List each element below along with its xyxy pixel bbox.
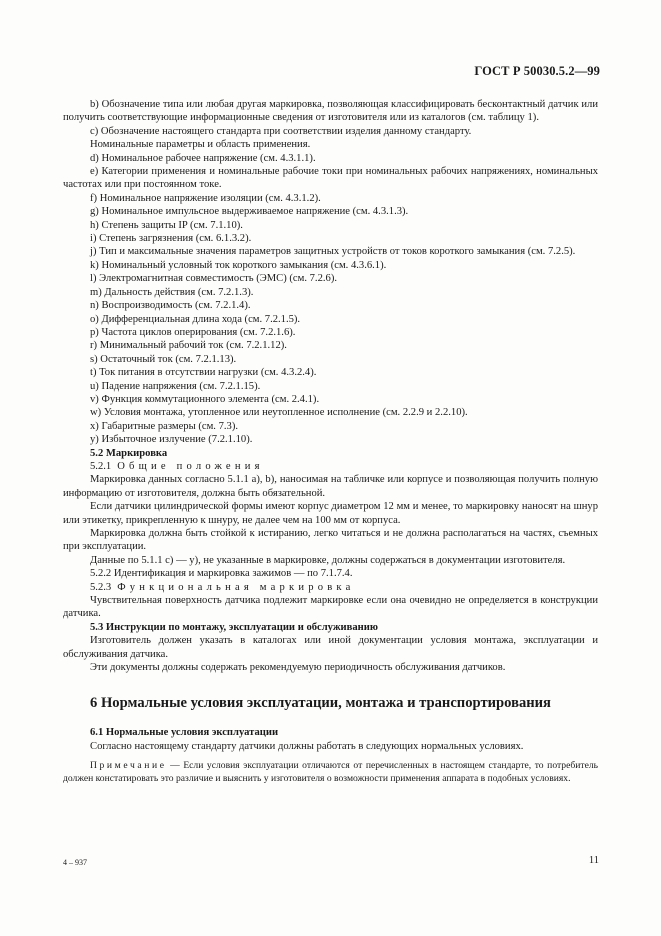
list-item: o) Дифференциальная длина хода (см. 7.2.1.5). — [90, 313, 301, 325]
note-label: Примечание — [90, 760, 167, 772]
subsection-title: Функциональная маркировка — [117, 581, 355, 593]
paragraph: Согласно настоящему стандарту датчики должны работать в следующих нормальных условиях. — [90, 740, 524, 752]
list-item: c) Обозначение настоящего стандарта при соответствии изделия данному стандарту. — [90, 125, 472, 137]
section-heading-5-3: 5.3 Инструкции по монтажу, эксплуатации и обслуживанию — [90, 621, 378, 633]
note — [63, 760, 598, 785]
subsection-heading-5-2-3 — [63, 581, 598, 594]
list-item: h) Степень защиты IP (см. 7.1.10). — [90, 219, 243, 231]
list-item: p) Частота циклов оперирования (см. 7.2.1.6). — [90, 326, 296, 338]
paragraph: Маркировка должна быть стойкой к истиранию, легко читаться и не должна располагаться на частях, съемных при эксплуатации. — [63, 528, 598, 553]
paragraph: 5.2.2 Идентификация и маркировка зажимов — по 7.1.7.4. — [90, 568, 353, 580]
list-item: j) Тип и максимальные значения параметров защитных устройств от токов короткого замыкания (см. 7.2.5). — [90, 246, 576, 258]
section-heading-6-1: 6.1 Нормальные условия эксплуатации — [90, 727, 279, 739]
section-title-6: 6 Нормальные условия эксплуатации, монтажа и транспортирования — [90, 695, 551, 712]
list-item: t) Ток питания в отсутствии нагрузки (см. 4.3.2.4). — [90, 367, 317, 379]
list-item: v) Функция коммутационного элемента (см. 2.4.1). — [90, 393, 320, 405]
note-text: — Если условия эксплуатации отличаются от перечисленных в настоящем стандарте, то потребитель должен констатировать это различие и выяснить у изготовителя о возможности применения аппарата в подобных условиях. — [63, 760, 598, 784]
paragraph: Данные по 5.1.1 с) — у), не указанные в маркировке, должны содержаться в документации изготовителя. — [90, 554, 566, 566]
list-item: u) Падение напряжения (см. 7.2.1.15). — [90, 380, 261, 392]
document-body — [63, 98, 598, 795]
list-item: l) Электромагнитная совместимость (ЭМС) (см. 7.2.6). — [90, 273, 338, 285]
list-item: s) Остаточный ток (см. 7.2.1.13). — [90, 353, 237, 365]
list-item: Номинальные параметры и область применения. — [90, 139, 311, 151]
list-item: e) Категории применения и номинальные рабочие токи при номинальных рабочих напряжениях, номинальных частотах или при постоянном токе. — [63, 166, 598, 191]
list-item: r) Минимальный рабочий ток (см. 7.2.1.12). — [90, 340, 287, 352]
list-item: d) Номинальное рабочее напряжение (см. 4.3.1.1). — [90, 152, 316, 164]
print-code: 4 – 937 — [63, 858, 87, 867]
list-item: n) Воспроизводимость (см. 7.2.1.4). — [90, 300, 251, 312]
page-number: 11 — [588, 855, 599, 866]
paragraph: Изготовитель должен указать в каталогах или иной документации условия монтажа, эксплуатации и обслуживания датчика. — [63, 635, 598, 660]
list-item: y) Избыточное излучение (7.2.1.10). — [90, 434, 253, 446]
subsection-heading-5-2-1 — [63, 460, 598, 473]
list-item: g) Номинальное импульсное выдерживаемое напряжение (см. 4.3.1.3). — [90, 206, 409, 218]
marking-data-list — [63, 98, 598, 447]
paragraph: Чувствительная поверхность датчика подлежит маркировке если она очевидно не определяется в конструкции датчика. — [63, 595, 598, 620]
list-item: m) Дальность действия (см. 7.2.1.3). — [90, 286, 254, 298]
subsection-title: Общие положения — [117, 460, 264, 472]
subsection-number: 5.2.3 — [90, 581, 112, 593]
paragraph: Эти документы должны содержать рекомендуемую периодичность обслуживания датчиков. — [90, 662, 506, 674]
subsection-number: 5.2.1 — [90, 460, 112, 472]
list-item: f) Номинальное напряжение изоляции (см. 4.3.1.2). — [90, 192, 321, 204]
paragraph: Если датчики цилиндрической формы имеют корпус диаметром 12 мм и менее, то маркировку наносят на шнур или этикетку, прикрепленную к шнуру, не далее чем на 100 мм от корпуса. — [63, 501, 598, 526]
section-heading-5-2: 5.2 Маркировка — [90, 447, 168, 459]
list-item: i) Степень загрязнения (см. 6.1.3.2). — [90, 233, 252, 245]
list-item: b) Обозначение типа или любая другая маркировка, позволяющая классифицировать бесконтактный датчик или получить соответствующие информационные сведения от изготовителя или из каталогов (см. таблицу 1). — [63, 99, 598, 124]
list-item: w) Условия монтажа, утопленное или неутопленное исполнение (см. 2.2.9 и 2.2.10). — [90, 407, 468, 419]
paragraph: Маркировка данных согласно 5.1.1 а), b), наносимая на табличке или корпусе и позволяющая получить полную информацию от изготовителя, должна быть обязательной. — [63, 474, 598, 499]
list-item: k) Номинальный условный ток короткого замыкания (см. 4.3.6.1). — [90, 259, 387, 271]
standard-header: ГОСТ Р 50030.5.2—99 — [474, 64, 600, 78]
list-item: x) Габаритные размеры (см. 7.3). — [90, 420, 239, 432]
